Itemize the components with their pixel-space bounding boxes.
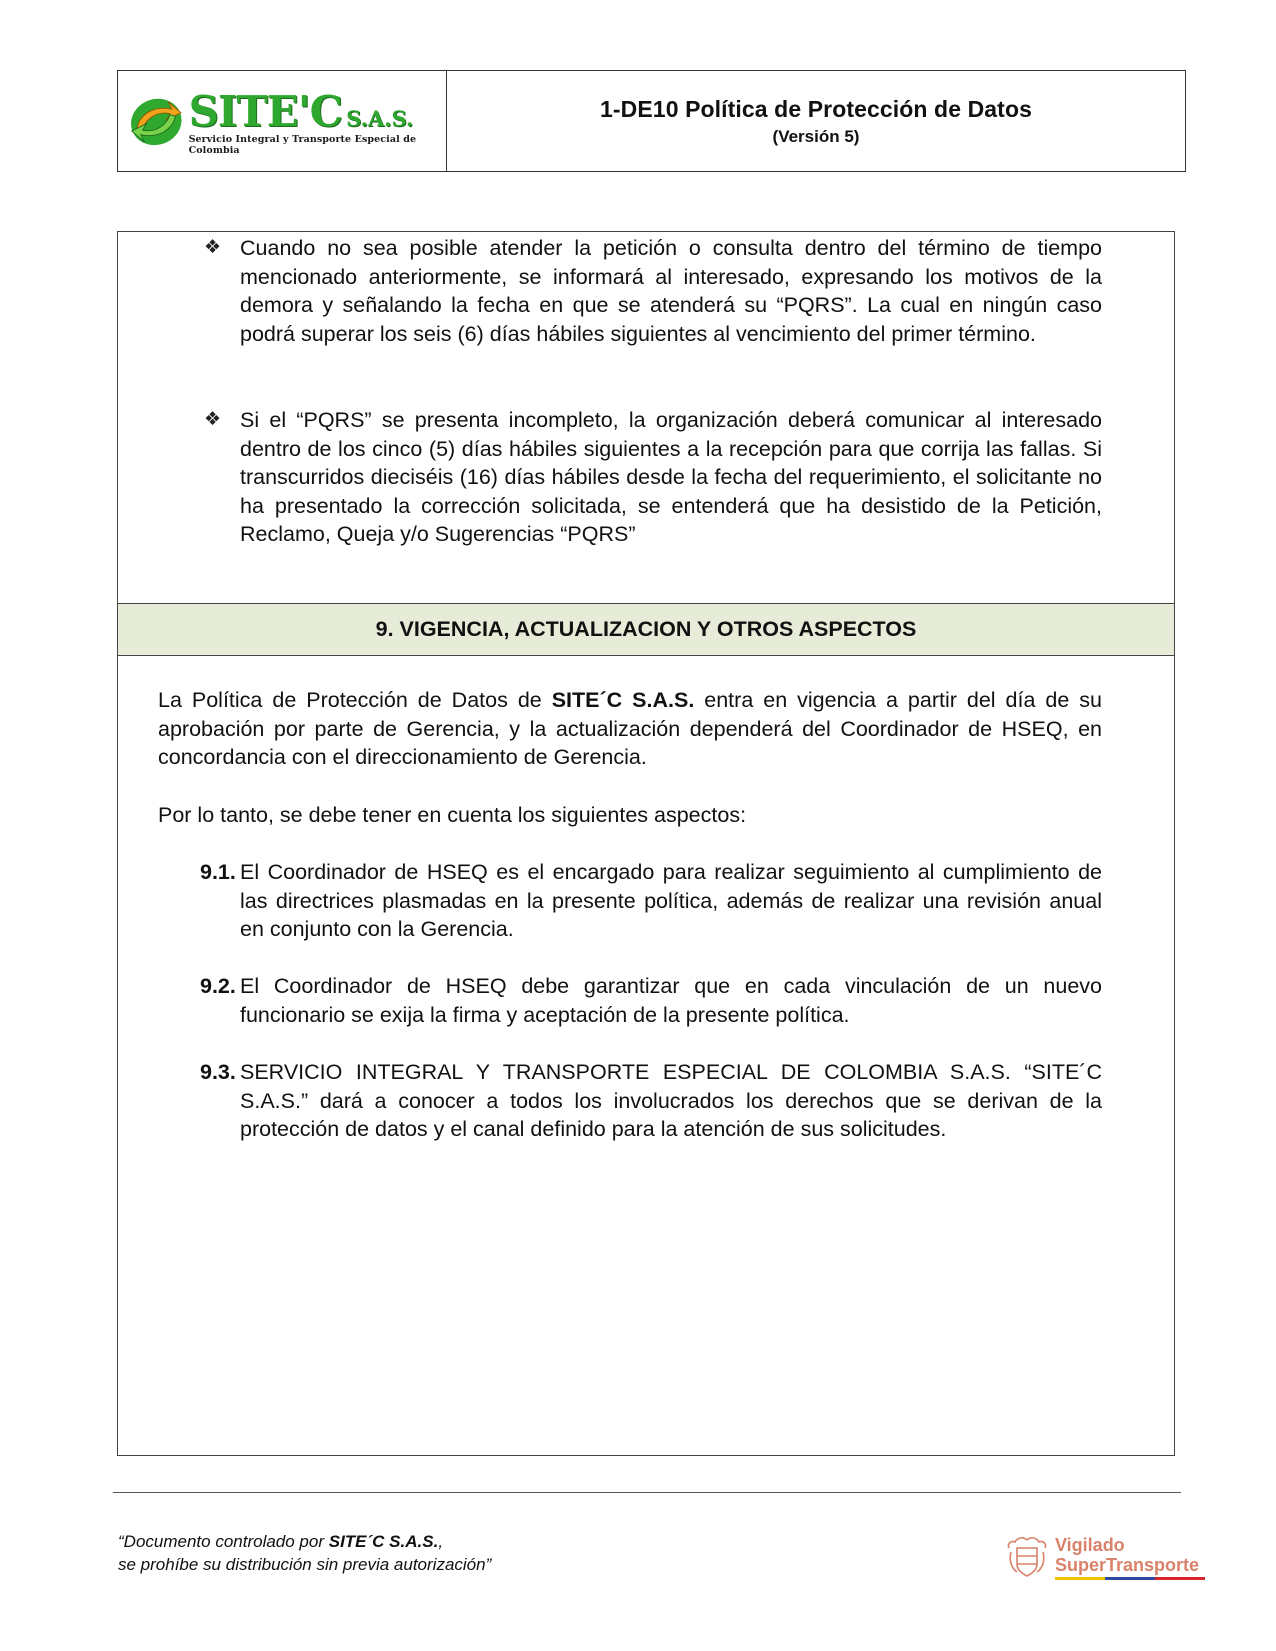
bullet-text: Cuando no sea posible atender la petición o consulta dentro del término de tiempo mencionado anteriormente, se informará al interesado, expresando los motivos de la demora y señalando la fecha en que se atenderá su “PQRS”. La cual en ningún caso podrá superar los seis (6) días hábiles siguientes al vencimiento del primer término. [240, 236, 1102, 346]
logo-arrows-icon [128, 92, 185, 150]
footer-divider [113, 1492, 1181, 1493]
content-box [117, 231, 1175, 1456]
document-version: (Versión 5) [772, 126, 860, 146]
coat-of-arms-icon [1005, 1534, 1049, 1580]
diamond-bullet-icon: ❖ [204, 409, 222, 430]
bullet-text: Si el “PQRS” se presenta incompleto, la organización deberá comunicar al interesado dentro de los cinco (5) días hábiles siguientes a la recepción para que corrija las fallas. Si transcurridos dieciséis (16) días hábiles desde la fecha del requerimiento, el solicitante no ha presentado la corrección solicitada, se entenderá que ha desistido de la Petición, Reclamo, Queja y/o Sugerencias “PQRS” [240, 408, 1102, 546]
item-text: El Coordinador de HSEQ debe garantizar que en cada vinculación de un nuevo funcionario se exija la firma y aceptación de la presente política. [240, 974, 1102, 1027]
list-item [200, 1058, 1102, 1144]
company-name-bold: SITE´C S.A.S. [551, 688, 695, 712]
footer-company-bold: SITE´C S.A.S. [328, 1532, 439, 1551]
flag-stripe [1055, 1577, 1205, 1580]
vigilado-label: Vigilado [1055, 1534, 1125, 1555]
footer-note: “Documento controlado por SITE´C S.A.S., se prohíbe su distribución sin previa autorización” [118, 1532, 492, 1574]
item-text: SERVICIO INTEGRAL Y TRANSPORTE ESPECIAL DE COLOMBIA S.A.S. “SITE´C S.A.S.” dará a conocer a todos los involucrados los derechos que se derivan de la protección de datos y el canal definido para la atención de sus solicitudes. [240, 1060, 1102, 1141]
logo-tagline: Servicio Integral y Transporte Especial de Colombia [188, 133, 417, 156]
vigilado-supertransporte-logo [1005, 1534, 1205, 1580]
bullet-item [204, 234, 1102, 348]
company-logo [128, 87, 446, 156]
diamond-bullet-icon: ❖ [204, 237, 222, 258]
section-heading: 9. VIGENCIA, ACTUALIZACION Y OTROS ASPECTOS [118, 603, 1174, 656]
logo-name: SITE'C [188, 86, 343, 136]
logo-suffix: S.A.S. [346, 105, 414, 131]
supertransporte-label: SuperTransporte [1055, 1554, 1200, 1575]
section-intro: La Política de Protección de Datos de SITE´C S.A.S. entra en vigencia a partir del día de su aprobación por parte de Gerencia, y la actualización dependerá del Coordinador de HSEQ, en concordancia con el direccionamiento de Gerencia. [158, 688, 1102, 769]
list-item [200, 972, 1102, 1029]
item-number: 9.3. [200, 1060, 236, 1084]
section-lead: Por lo tanto, se debe tener en cuenta los siguientes aspectos: [158, 803, 747, 827]
list-item [200, 858, 1102, 944]
bullet-item [204, 406, 1102, 549]
logo-cell [118, 71, 447, 171]
footer-note-line2: se prohíbe su distribución sin previa autorización” [118, 1555, 492, 1574]
document-title: 1-DE10 Política de Protección de Datos [600, 95, 1032, 122]
item-number: 9.1. [200, 860, 236, 884]
document-header [117, 70, 1186, 172]
item-text: El Coordinador de HSEQ es el encargado para realizar seguimiento al cumplimiento de las directrices plasmadas en la presente política, además de realizar una revisión anual en conjunto con la Gerencia. [240, 860, 1102, 941]
title-cell [447, 71, 1185, 171]
item-number: 9.2. [200, 974, 236, 998]
